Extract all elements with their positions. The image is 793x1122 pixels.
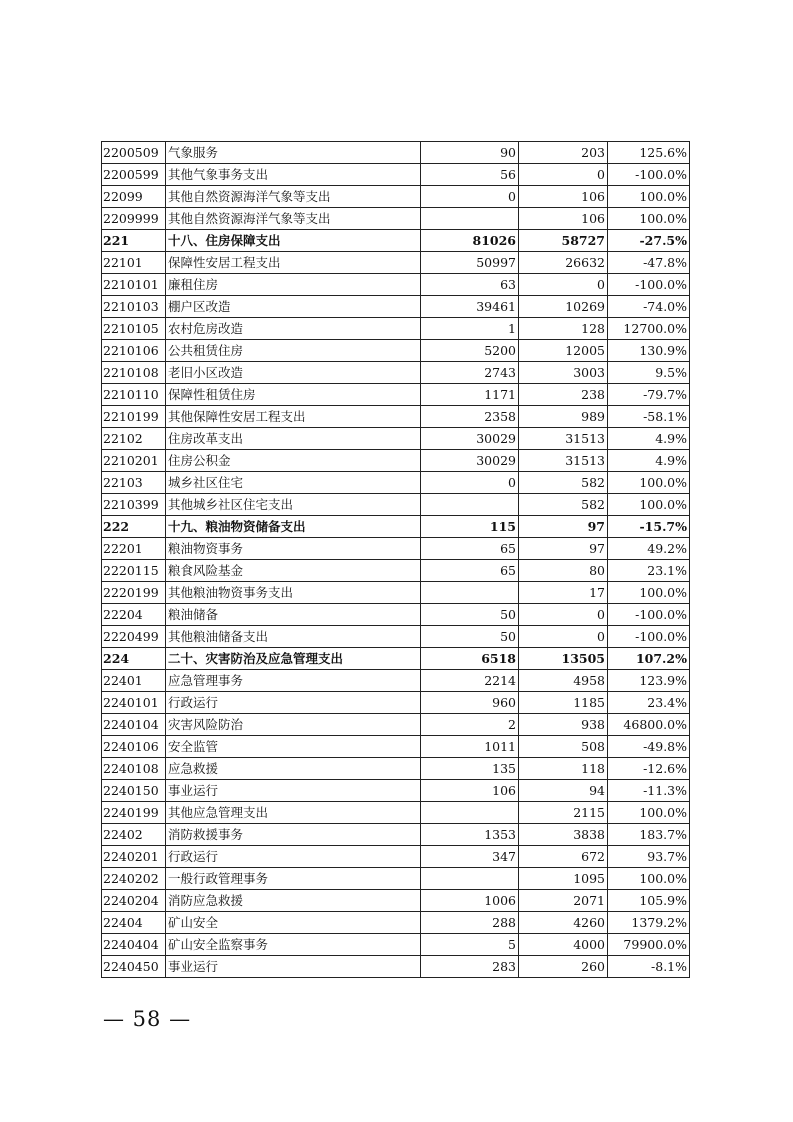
row-change-pct: 130.9%: [608, 340, 690, 362]
row-change-pct: -15.7%: [608, 516, 690, 538]
row-value-curr: 80: [519, 560, 608, 582]
row-value-prev: 1011: [421, 736, 519, 758]
row-name: 一般行政管理事务: [166, 868, 421, 890]
row-name: 农村危房改造: [166, 318, 421, 340]
row-change-pct: 23.1%: [608, 560, 690, 582]
table-row: [102, 934, 690, 956]
row-name: 粮油物资事务: [166, 538, 421, 560]
row-value-curr: 508: [519, 736, 608, 758]
budget-table: [101, 141, 690, 978]
row-code: 2200509: [102, 142, 166, 164]
table-row: [102, 142, 690, 164]
table-row: [102, 318, 690, 340]
row-change-pct: -74.0%: [608, 296, 690, 318]
row-name: 矿山安全: [166, 912, 421, 934]
row-value-curr: 1185: [519, 692, 608, 714]
row-code: 2210103: [102, 296, 166, 318]
row-code: 2220499: [102, 626, 166, 648]
row-value-prev: 347: [421, 846, 519, 868]
row-value-curr: 938: [519, 714, 608, 736]
row-value-prev: 5: [421, 934, 519, 956]
table-row: [102, 956, 690, 978]
row-code: 2210101: [102, 274, 166, 296]
row-value-prev: 30029: [421, 428, 519, 450]
row-value-prev: 106: [421, 780, 519, 802]
row-name: 公共租赁住房: [166, 340, 421, 362]
row-value-curr: 128: [519, 318, 608, 340]
row-value-curr: 106: [519, 208, 608, 230]
row-value-curr: 260: [519, 956, 608, 978]
row-value-prev: [421, 208, 519, 230]
row-value-curr: 4260: [519, 912, 608, 934]
row-change-pct: -11.3%: [608, 780, 690, 802]
row-change-pct: -49.8%: [608, 736, 690, 758]
row-value-curr: 26632: [519, 252, 608, 274]
row-change-pct: -100.0%: [608, 164, 690, 186]
row-value-curr: 672: [519, 846, 608, 868]
table-row: [102, 648, 690, 670]
row-code: 2210108: [102, 362, 166, 384]
row-change-pct: 9.5%: [608, 362, 690, 384]
table-row: [102, 824, 690, 846]
row-name: 气象服务: [166, 142, 421, 164]
row-value-prev: 6518: [421, 648, 519, 670]
row-code: 22204: [102, 604, 166, 626]
row-name: 保障性租赁住房: [166, 384, 421, 406]
row-value-prev: 5200: [421, 340, 519, 362]
table-row: [102, 626, 690, 648]
row-value-prev: [421, 802, 519, 824]
row-value-curr: 0: [519, 604, 608, 626]
row-name: 其他保障性安居工程支出: [166, 406, 421, 428]
row-value-prev: 50: [421, 626, 519, 648]
table-row: [102, 362, 690, 384]
table-row: [102, 912, 690, 934]
table-row: [102, 516, 690, 538]
row-name: 住房改革支出: [166, 428, 421, 450]
row-code: 2240201: [102, 846, 166, 868]
row-name: 其他粮油储备支出: [166, 626, 421, 648]
table-row: [102, 472, 690, 494]
row-code: 2240404: [102, 934, 166, 956]
row-code: 22101: [102, 252, 166, 274]
row-code: 2210201: [102, 450, 166, 472]
row-value-prev: 65: [421, 538, 519, 560]
row-code: 22404: [102, 912, 166, 934]
row-value-curr: 0: [519, 626, 608, 648]
row-name: 住房公积金: [166, 450, 421, 472]
row-change-pct: -100.0%: [608, 604, 690, 626]
row-value-curr: 0: [519, 274, 608, 296]
row-name: 行政运行: [166, 846, 421, 868]
table-row: [102, 406, 690, 428]
row-change-pct: 100.0%: [608, 208, 690, 230]
row-code: 2240150: [102, 780, 166, 802]
table-row: [102, 186, 690, 208]
table-row: [102, 670, 690, 692]
row-code: 2240104: [102, 714, 166, 736]
row-code: 2240101: [102, 692, 166, 714]
row-value-prev: 1: [421, 318, 519, 340]
row-name: 灾害风险防治: [166, 714, 421, 736]
row-change-pct: 107.2%: [608, 648, 690, 670]
row-change-pct: 23.4%: [608, 692, 690, 714]
row-change-pct: -79.7%: [608, 384, 690, 406]
table-row: [102, 780, 690, 802]
row-name: 十九、粮油物资储备支出: [166, 516, 421, 538]
row-name: 事业运行: [166, 780, 421, 802]
row-value-curr: 0: [519, 164, 608, 186]
row-code: 22103: [102, 472, 166, 494]
row-code: 22201: [102, 538, 166, 560]
row-value-prev: 2743: [421, 362, 519, 384]
row-value-curr: 12005: [519, 340, 608, 362]
row-code: 2240450: [102, 956, 166, 978]
row-change-pct: 100.0%: [608, 186, 690, 208]
row-code: 2220115: [102, 560, 166, 582]
row-code: 2210105: [102, 318, 166, 340]
row-change-pct: 12700.0%: [608, 318, 690, 340]
row-value-prev: 30029: [421, 450, 519, 472]
row-value-curr: 4000: [519, 934, 608, 956]
row-value-curr: 31513: [519, 428, 608, 450]
row-name: 粮食风险基金: [166, 560, 421, 582]
row-name: 其他自然资源海洋气象等支出: [166, 208, 421, 230]
row-change-pct: 100.0%: [608, 802, 690, 824]
row-change-pct: -58.1%: [608, 406, 690, 428]
table-row: [102, 604, 690, 626]
row-change-pct: -47.8%: [608, 252, 690, 274]
row-change-pct: -12.6%: [608, 758, 690, 780]
row-value-curr: 3003: [519, 362, 608, 384]
row-code: 2210399: [102, 494, 166, 516]
row-value-prev: 63: [421, 274, 519, 296]
row-value-prev: 56: [421, 164, 519, 186]
row-name: 保障性安居工程支出: [166, 252, 421, 274]
row-value-prev: 288: [421, 912, 519, 934]
row-name: 十八、住房保障支出: [166, 230, 421, 252]
row-code: 2209999: [102, 208, 166, 230]
row-value-prev: 0: [421, 186, 519, 208]
row-value-curr: 1095: [519, 868, 608, 890]
row-name: 二十、灾害防治及应急管理支出: [166, 648, 421, 670]
row-name: 其他自然资源海洋气象等支出: [166, 186, 421, 208]
row-name: 棚户区改造: [166, 296, 421, 318]
row-code: 22099: [102, 186, 166, 208]
row-value-prev: 50997: [421, 252, 519, 274]
table-row: [102, 384, 690, 406]
row-code: 2210106: [102, 340, 166, 362]
row-value-curr: 97: [519, 516, 608, 538]
row-code: 2240108: [102, 758, 166, 780]
row-value-prev: 0: [421, 472, 519, 494]
row-change-pct: 79900.0%: [608, 934, 690, 956]
row-change-pct: 183.7%: [608, 824, 690, 846]
row-value-prev: [421, 494, 519, 516]
row-name: 其他城乡社区住宅支出: [166, 494, 421, 516]
row-code: 22102: [102, 428, 166, 450]
row-code: 2240199: [102, 802, 166, 824]
row-code: 22402: [102, 824, 166, 846]
row-change-pct: 93.7%: [608, 846, 690, 868]
row-name: 老旧小区改造: [166, 362, 421, 384]
row-code: 224: [102, 648, 166, 670]
row-code: 2240202: [102, 868, 166, 890]
row-code: 2210110: [102, 384, 166, 406]
row-value-curr: 989: [519, 406, 608, 428]
budget-table-body: [102, 142, 690, 978]
row-value-prev: 2358: [421, 406, 519, 428]
row-code: 222: [102, 516, 166, 538]
table-row: [102, 274, 690, 296]
row-change-pct: -27.5%: [608, 230, 690, 252]
row-code: 22401: [102, 670, 166, 692]
row-change-pct: 46800.0%: [608, 714, 690, 736]
table-row: [102, 340, 690, 362]
row-name: 消防救援事务: [166, 824, 421, 846]
row-value-prev: 2214: [421, 670, 519, 692]
row-change-pct: 100.0%: [608, 472, 690, 494]
row-value-prev: 90: [421, 142, 519, 164]
row-value-prev: 81026: [421, 230, 519, 252]
row-value-curr: 118: [519, 758, 608, 780]
row-value-curr: 10269: [519, 296, 608, 318]
row-change-pct: -100.0%: [608, 274, 690, 296]
row-value-prev: 1006: [421, 890, 519, 912]
table-row: [102, 164, 690, 186]
row-name: 安全监管: [166, 736, 421, 758]
row-value-curr: 582: [519, 472, 608, 494]
row-value-prev: 50: [421, 604, 519, 626]
row-change-pct: 100.0%: [608, 582, 690, 604]
row-name: 应急管理事务: [166, 670, 421, 692]
row-value-prev: 1171: [421, 384, 519, 406]
row-name: 事业运行: [166, 956, 421, 978]
row-name: 其他应急管理支出: [166, 802, 421, 824]
table-row: [102, 582, 690, 604]
table-row: [102, 846, 690, 868]
row-value-curr: 2071: [519, 890, 608, 912]
table-row: [102, 560, 690, 582]
row-change-pct: 100.0%: [608, 868, 690, 890]
row-value-curr: 31513: [519, 450, 608, 472]
row-code: 2240204: [102, 890, 166, 912]
row-value-prev: 135: [421, 758, 519, 780]
row-value-curr: 97: [519, 538, 608, 560]
page-number: — 58 —: [103, 1007, 192, 1031]
row-value-curr: 106: [519, 186, 608, 208]
table-row: [102, 890, 690, 912]
row-name: 廉租住房: [166, 274, 421, 296]
table-row: [102, 208, 690, 230]
table-row: [102, 736, 690, 758]
row-value-curr: 582: [519, 494, 608, 516]
row-value-curr: 3838: [519, 824, 608, 846]
row-value-curr: 4958: [519, 670, 608, 692]
row-value-curr: 203: [519, 142, 608, 164]
row-code: 221: [102, 230, 166, 252]
row-change-pct: 49.2%: [608, 538, 690, 560]
table-row: [102, 714, 690, 736]
row-value-prev: 39461: [421, 296, 519, 318]
row-value-curr: 17: [519, 582, 608, 604]
row-value-curr: 13505: [519, 648, 608, 670]
row-value-prev: 1353: [421, 824, 519, 846]
table-row: [102, 296, 690, 318]
table-row: [102, 758, 690, 780]
row-change-pct: 1379.2%: [608, 912, 690, 934]
table-row: [102, 428, 690, 450]
row-change-pct: -8.1%: [608, 956, 690, 978]
row-change-pct: 105.9%: [608, 890, 690, 912]
row-name: 应急救援: [166, 758, 421, 780]
row-value-curr: 58727: [519, 230, 608, 252]
row-code: 2240106: [102, 736, 166, 758]
row-name: 行政运行: [166, 692, 421, 714]
row-change-pct: -100.0%: [608, 626, 690, 648]
row-value-prev: [421, 868, 519, 890]
row-value-curr: 94: [519, 780, 608, 802]
table-row: [102, 494, 690, 516]
table-row: [102, 868, 690, 890]
row-value-prev: [421, 582, 519, 604]
row-value-prev: 115: [421, 516, 519, 538]
row-code: 2220199: [102, 582, 166, 604]
table-row: [102, 450, 690, 472]
row-value-prev: 283: [421, 956, 519, 978]
table-row: [102, 692, 690, 714]
row-name: 城乡社区住宅: [166, 472, 421, 494]
table-row: [102, 802, 690, 824]
row-change-pct: 123.9%: [608, 670, 690, 692]
row-change-pct: 4.9%: [608, 450, 690, 472]
row-value-curr: 238: [519, 384, 608, 406]
table-row: [102, 538, 690, 560]
row-name: 消防应急救援: [166, 890, 421, 912]
row-name: 矿山安全监察事务: [166, 934, 421, 956]
row-code: 2200599: [102, 164, 166, 186]
row-code: 2210199: [102, 406, 166, 428]
table-row: [102, 252, 690, 274]
row-value-prev: 2: [421, 714, 519, 736]
row-change-pct: 125.6%: [608, 142, 690, 164]
table-row: [102, 230, 690, 252]
row-value-prev: 65: [421, 560, 519, 582]
row-value-prev: 960: [421, 692, 519, 714]
row-change-pct: 100.0%: [608, 494, 690, 516]
row-name: 其他粮油物资事务支出: [166, 582, 421, 604]
row-value-curr: 2115: [519, 802, 608, 824]
row-name: 其他气象事务支出: [166, 164, 421, 186]
row-change-pct: 4.9%: [608, 428, 690, 450]
row-name: 粮油储备: [166, 604, 421, 626]
